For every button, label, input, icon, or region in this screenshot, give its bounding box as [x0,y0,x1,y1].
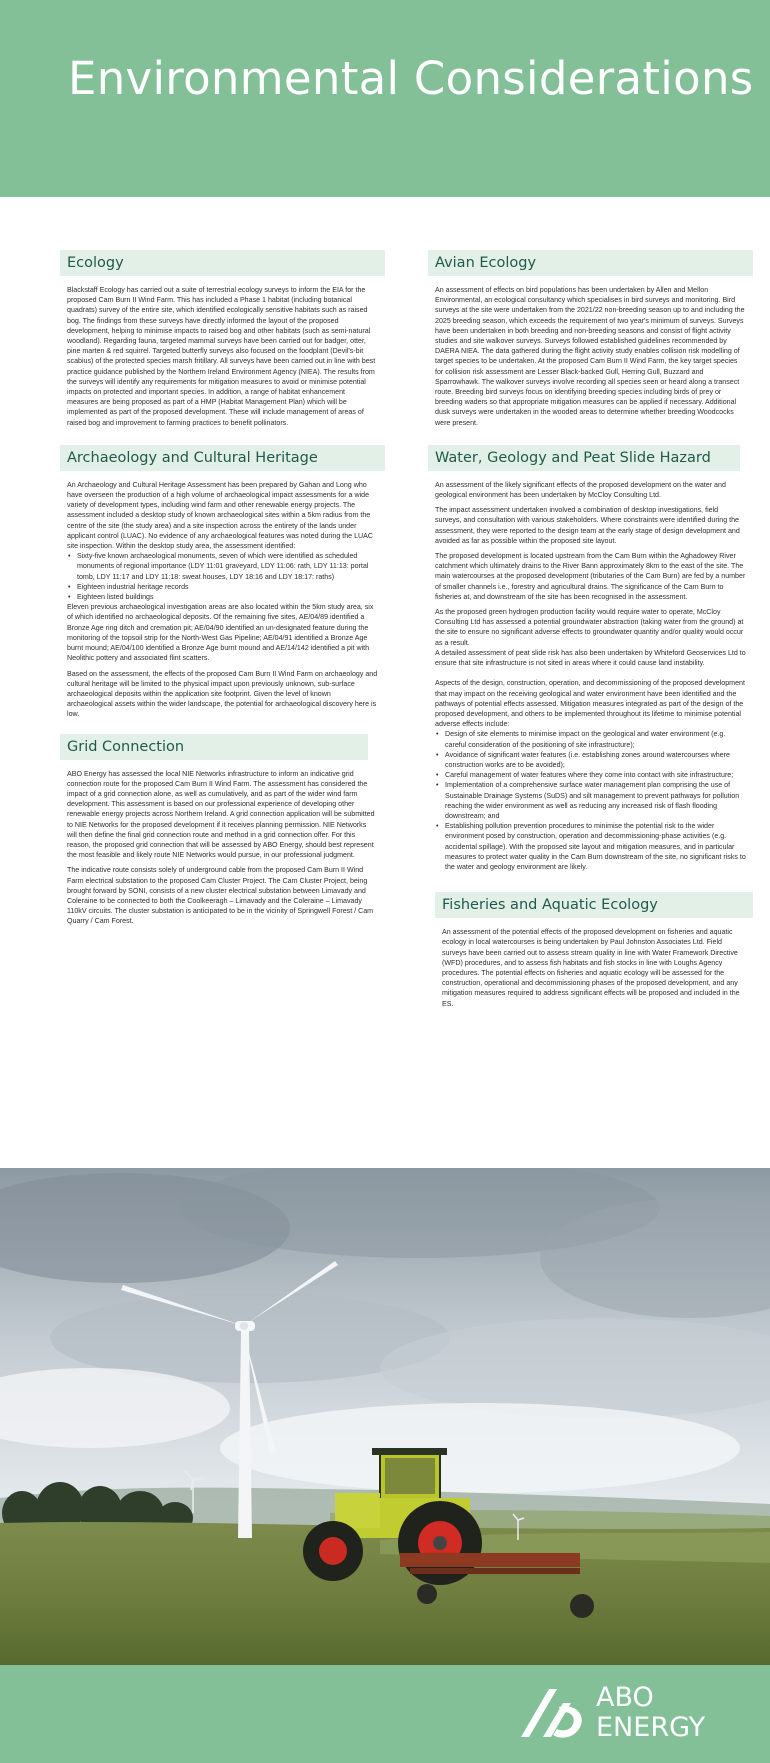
wind-turbine-tractor-image [0,1168,770,1665]
logo-line-1: ABO [596,1682,654,1713]
fisheries-section [435,892,753,1009]
archaeology-intro: An Archaeology and Cultural Heritage Assessment has been prepared by Gahan and Long who have overseen the production of a high volume of archaeological impact assessments for a wide variety of development types, including wind farm and other renewable energy projects. The assessment included a desktop study of known archaeological sites within a 5km radius from the centre of the site (the study area) and a site inspection across the entirety of the lands under applicant control (LUAC). No evidence of any archaeological features was noted during the LUAC site inspection. Within the desktop study area, the assessment identified: [67,480,373,551]
list-item: • Establishing pollution prevention procedures to minimise the potential risk to the wider environment posed by construction, operation and decommissioning-phase activities (e.g. accidental spillage). With the proposed site layout and mitigation measures, and in particular measures to protect water quality in the Cam Burn downstream of the site, no significant risks to the water and geology environment are likely. [435,821,746,872]
archaeology-bullet-list [60,551,385,602]
archaeology-section [60,445,385,720]
grid-section [60,734,385,927]
list-item: • Sixty-five known archaeological monuments, seven of which were identified as scheduled monuments of regional importance (LDY 11:01 graveyard, LDY 11:06: rath, LDY 11:13: portal tomb, LDY 11:17 and LDY 11:18: sweat houses, LDY 18:16 and LDY 18:17: raths) [67,551,378,582]
list-item: • Eighteen industrial heritage records [67,582,378,592]
water-paragraph-4: As the proposed green hydrogen production facility would require water to operate, McCloy Consulting Ltd has assessed a potential groundwater abstraction (taking water from the ground) at the site to ensure no significant adverse effects to groundwater quantity and/or quality would occur as a result. [435,608,744,647]
abo-energy-logo-text [596,1683,705,1743]
water-paragraph-3: The proposed development is located upstream from the Cam Burn within the Aghadowey River catchment which ultimately drains to the River Bann approximately 8km to the east of the site. The main watercourses at the proposed development (tributaries of the Cam Burn) are fed by a number of smaller channels i.e., forestry and agricultural drains. The significance of the Cam Burn to fisheries at, and downstream of the site has been recognised in the assessment. [435,552,746,601]
avian-section [428,250,753,428]
list-item: • Design of site elements to minimise impact on the geological and water environment (e.g. careful consideration of the positioning of site infrastructure); [435,729,746,749]
page-header [0,0,770,197]
water-paragraph-2: The impact assessment undertaken involved a combination of desktop investigations, field surveys, and consultation with various stakeholders. Where constraints were identified during the assessment, they were reported to the design team at the early stage of design development and avoided as far as possible within the proposed site layout. [435,506,740,545]
right-column [428,250,753,1009]
section-heading-avian: Avian Ecology [428,250,753,276]
ecology-section [60,250,385,428]
water-section [428,445,753,872]
water-mitigation-list [428,729,753,872]
list-item: • Careful management of water features where they come into contact with site infrastructure; [435,770,746,780]
grid-paragraph-1: ABO Energy has assessed the local NIE Networks infrastructure to inform an indicative grid connection route for the proposed Cam Burn II Wind Farm. The assessment has considered the impact of a grid connection alone, as well as cumulatively, and as part of the wider wind farm development. This assessment is based on our professional experience of developing other renewable energy projects across Northern Ireland. A grid connection application will be submitted to NIE Networks for the proposed development if it receives planning permission. NIE Networks will then define the final grid connection route and method in a grid connection offer. For this reason, the proposed grid connection that will be assessed by ABO Energy, should best represent the most feasible and likely route NIE Networks would pursue, in our professional judgment. [67,769,375,860]
avian-paragraph: An assessment of effects on bird populations has been undertaken by Allen and Mellon Environmental, an ecological consultancy which specialises in bird surveys and monitoring. Bird surveys at the site were undertaken from the 2021/22 non-breeding season up to and including the 2025 breeding season, which exceeds the requirement of two year's minimum of surveys. Surveys have been undertaken in both breeding and non-breeding seasons and consist of flight activity studies and site walkover surveys. Surveys followed established guidelines recommended by DAERA NIEA. The data gathered during the flight activity study enables collision risk modelling of target species to be undertaken. At the proposed Cam Burn II Wind Farm, the key target species for collision risk assessment are Lesser Black-backed Gull, Herring Gull, Buzzard and Sparrowhawk. The walkover surveys involve recording all species seen or heard along a transect route. Breeding bird surveys focus on identifying breeding species including birds of prey or breeding waders so that appropriate mitigation measures can be applied if necessary. Additional dusk surveys were undertaken in the wooded areas to determine whether breeding Woodcocks were present. [435,286,745,427]
list-item: • Implementation of a comprehensive surface water management plan comprising the use of Sustainable Drainage Systems (SuDS) and silt management to prevent pathways for pollution reaching the wider environment as well as reducing any increased risk of flash flooding downstream; and [435,780,746,821]
section-heading-ecology: Ecology [60,250,385,276]
fisheries-paragraph: An assessment of the potential effects of the proposed development on fisheries and aquatic ecology in local watercourses is being undertaken by Paul Johnston Associates Ltd. Field surveys have been carried out to assess stream quality in line with Water Framework Directive (WFD) procedures, and to assess fish habitats and fish stocks in line with Loughs Agency procedures. The potential effects on fisheries and aquatic ecology will be assessed for the construction, operational and decommissioning phases of the proposed development, and any mitigation measures required to address significant effects will be proposed and included in the ES. [442,928,740,1008]
section-heading-fisheries: Fisheries and Aquatic Ecology [435,892,753,918]
left-column [60,250,385,927]
page-title: Environmental Considerations [68,52,754,105]
list-item: • Eighteen listed buildings [67,592,378,602]
wind-farm-photo [0,1168,770,1665]
section-heading-archaeology: Archaeology and Cultural Heritage [60,445,385,471]
water-mitigation-intro: Aspects of the design, construction, operation, and decommissioning of the proposed development that may impact on the receiving geological and water environment have been identified and the pathways of potential effects assessed. Mitigation measures integrated as part of the design of the proposed development, and others to be implemented throughout its lifetime to minimise potential adverse effects include: [435,679,745,729]
water-paragraph-1: An assessment of the likely significant effects of the proposed development on the water and geological environment has been undertaken by McCloy Consulting Ltd. [435,480,726,500]
water-paragraph-5: A detailed assessment of peat slide risk has also been undertaken by Whiteford Geoservices Ltd to ensure that site infrastructure is not sited in areas where it could cause land instability. [435,648,746,668]
ecology-paragraph: Blackstaff Ecology has carried out a suite of terrestrial ecology surveys to inform the EIA for the proposed Cam Burn II Wind Farm. This has included a Phase 1 habitat (including botanical quadrats) survey of the entire site, which identified ecologically sensitive habitats such as raised bog. The findings from these surveys have directly informed the layout of the proposed development, helping to minimise impacts to raised bog and other habitats (such as semi-natural woodland). Regarding fauna, targeted mammal surveys have been carried out for badger, otter, pine marten & red squirrel. Targeted butterfly surveys also focused on the foodplant (Devil's-bit scabius) of the protected species marsh fritillary. All surveys have been carried out in line with best practice guidance published by the Northern Ireland Environment Agency (NIEA). The results from the surveys will identify any requirements for mitigation measures to avoid or minimise potential impacts on protected and important species. In addition, a range of habitat enhancement measures are being proposed as part of a HMP (Habitat Management Plan) which will be implemented as part of the proposed development. These will include management of areas of raised bog and improvement to farming practices to benefit pollinators. [67,286,376,427]
abo-energy-logo-mark-icon [515,1685,587,1743]
archaeology-paragraph-2: Eleven previous archaeological investigation areas are also located within the 5km study area, six of which identified no archaeological deposits. Of the remaining five sites, AE/04/89 identified a Bronze Age ring ditch and cremation pit; AE/04/90 identified an un-designated feature during the monitoring of the topsoil strip for the North-West Gas Pipeline; AE/04/91 identified a Bronze Age burnt mound; AE/04/100 identified a Bronze Age burnt mound and AE/14/142 identified a pit with Neolithic pottery and associated flint scatters. [67,603,374,663]
list-item: • Avoidance of significant water features (i.e. establishing zones around watercourses where construction works are to be avoided); [435,750,746,770]
logo-line-2: ENERGY [596,1712,706,1743]
grid-paragraph-2: The indicative route consists solely of underground cable from the proposed Cam Burn II Wind Farm electrical substation to the proposed Cam Cluster Project. The Cam Cluster Project, being brought forward by SONI, consists of a new cluster electrical substation between Limavady and Coleraine to be connected to both the Coolkeeragh – Limavady and the Coleraine – Limavady 110kV circuits. The cluster substation is anticipated to be in the vicinity of Springwell Forest / Cam Quarry / Cam Forest. [67,866,374,926]
section-heading-water: Water, Geology and Peat Slide Hazard [428,445,740,471]
section-heading-grid: Grid Connection [60,734,368,760]
archaeology-paragraph-3: Based on the assessment, the effects of the proposed Cam Burn II Wind Farm on archaeology and cultural heritage will be limited to the physical impact upon previously unknown, sub-surface archaeological deposits within the application site footprint. Given the level of known archaeological assets within the wider landscape, the potential for archaeological discovery here is low. [67,669,378,719]
